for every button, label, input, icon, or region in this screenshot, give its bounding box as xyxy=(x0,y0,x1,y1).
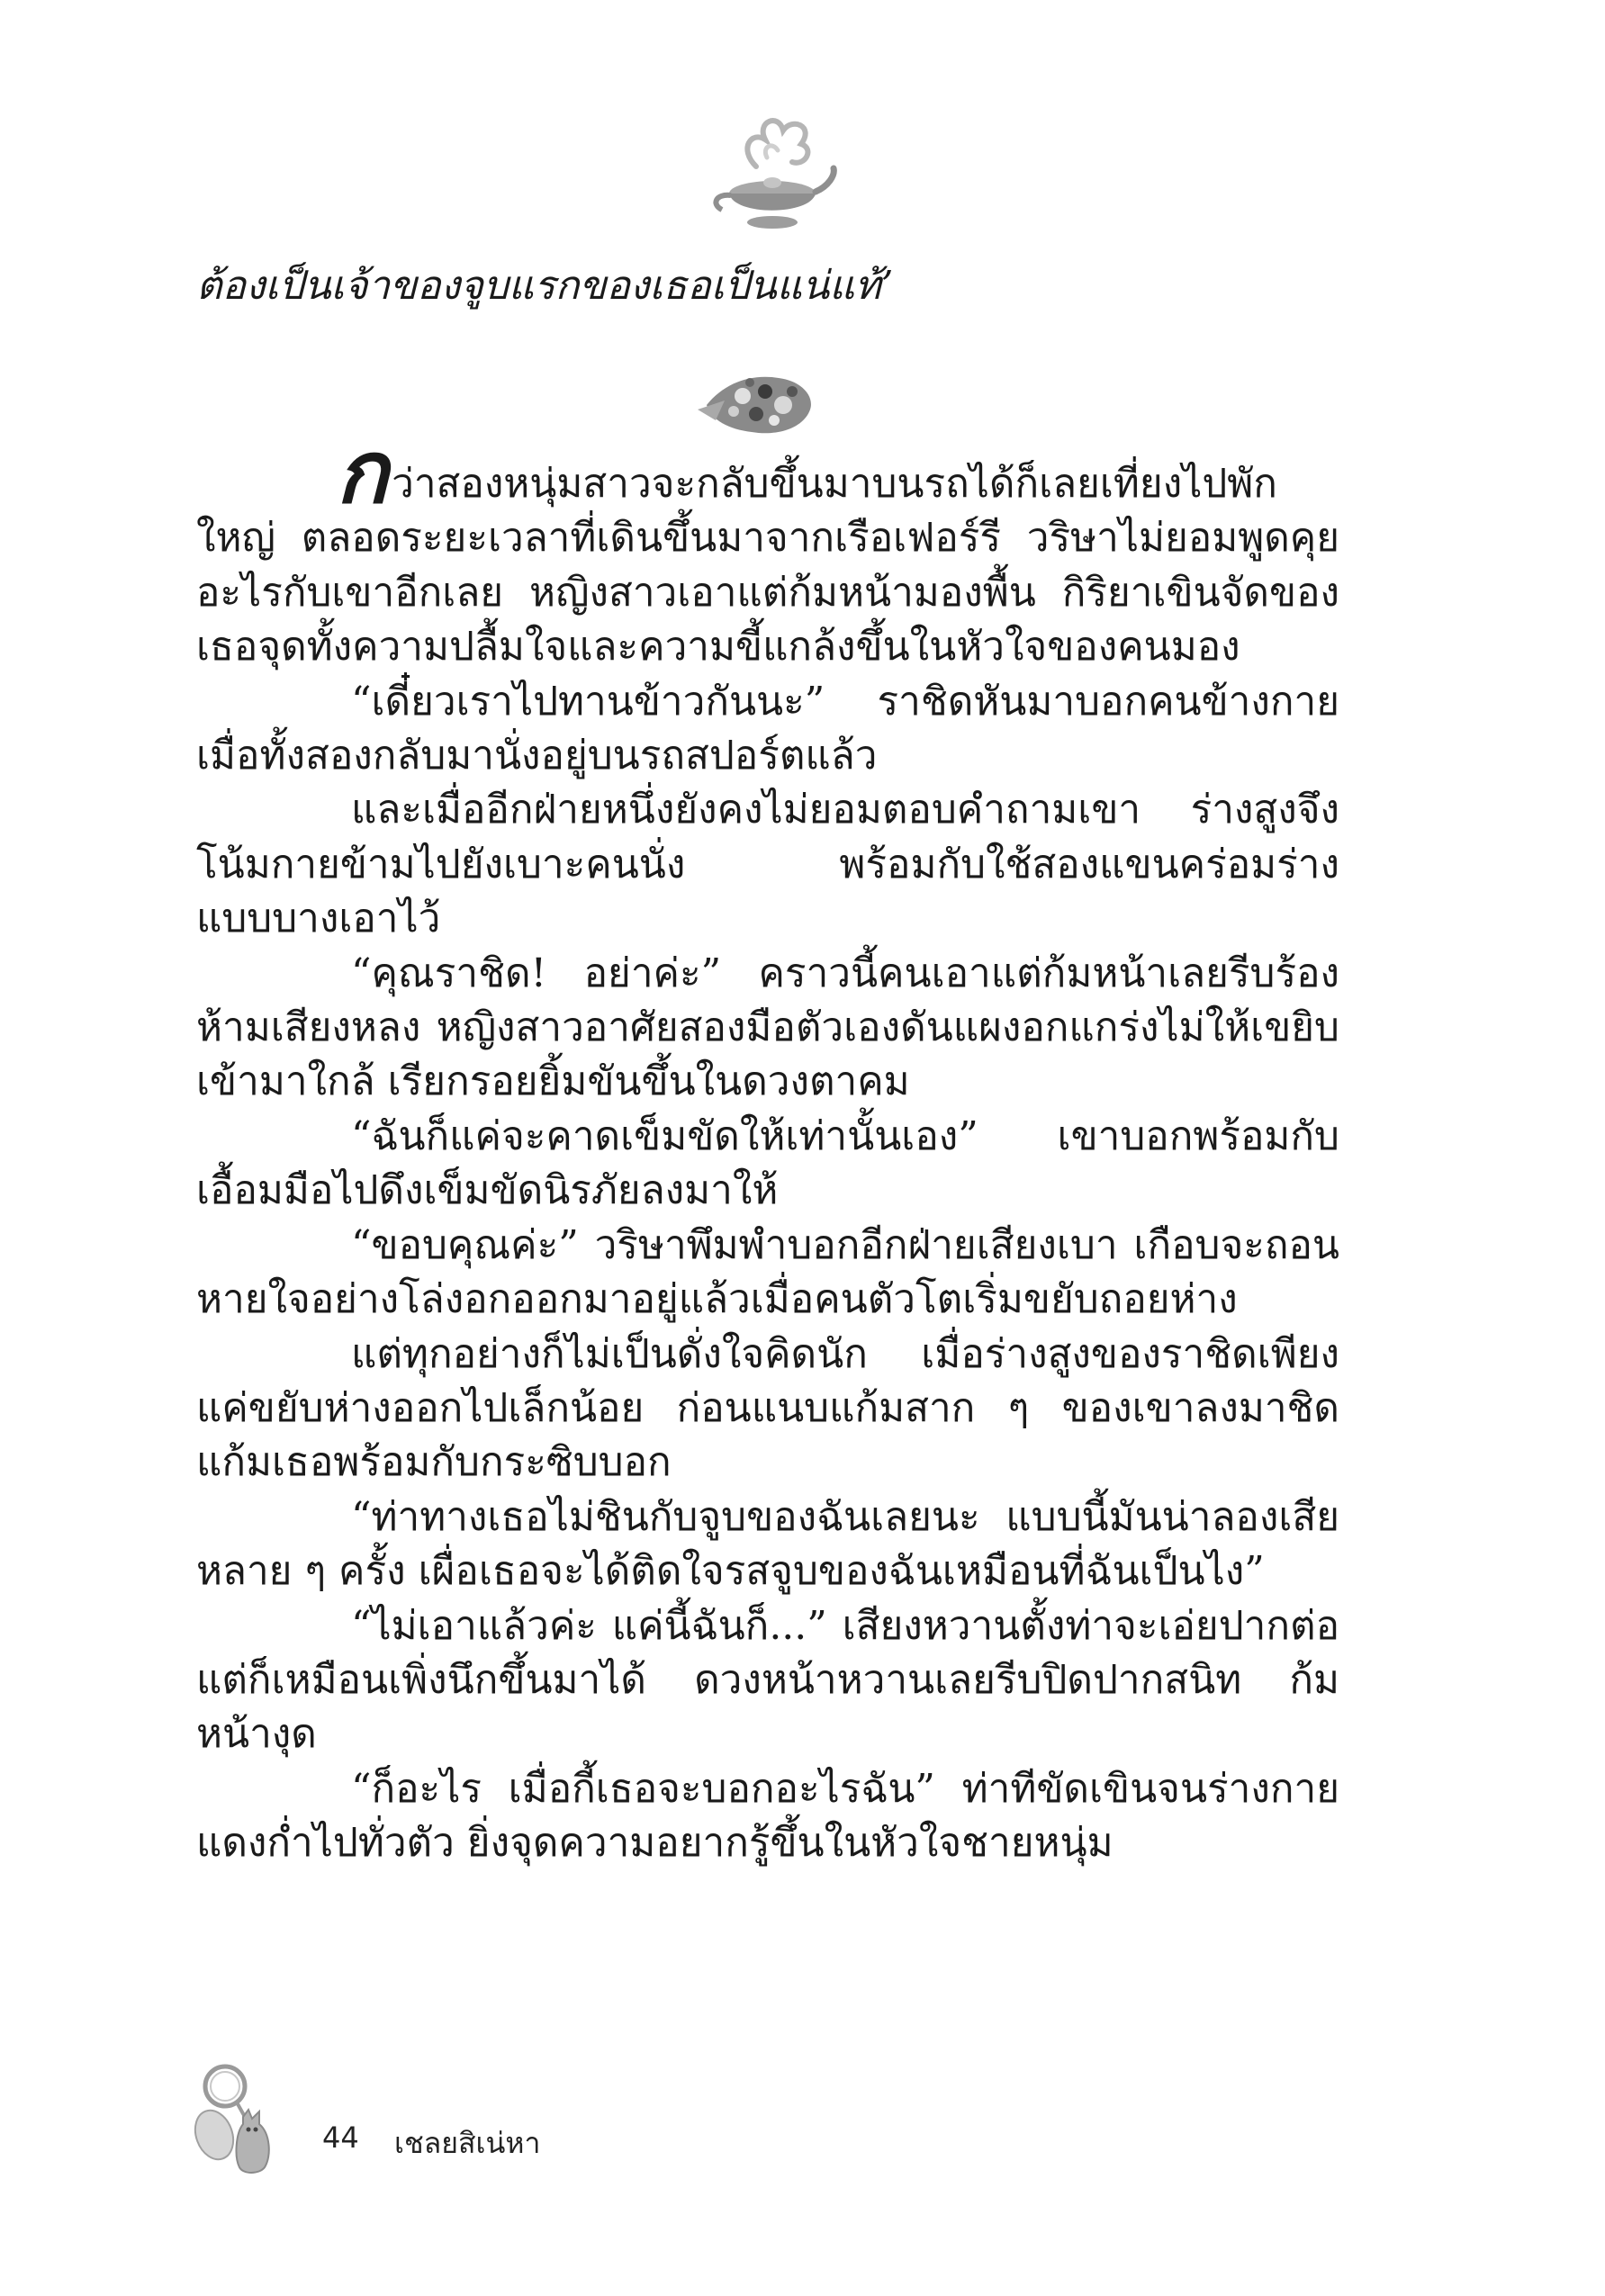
flower-bouquet-icon xyxy=(698,356,824,446)
paragraph: แต่ทุกอย่างก็ไม่เป็นดั่งใจคิดนัก เมื่อร่างสูงของราชิดเพียงแค่ขยับห่างออกไปเล็กน้อย ก่อนแนบแก้มสาก ๆ ของเขาลงมาชิดแก้มเธอพร้อมกับกระซิบบอก xyxy=(196,1330,1339,1486)
paragraph-text: ว่าสองหนุ่มสาวจะกลับขึ้นมาบนรถได้ก็เลยเที่ยงไปพักใหญ่ ตลอดระยะเวลาที่เดินขึ้นมาจากเรือเฟอร์รี วริษาไม่ยอมพูดคุยอะไรกับเขาอีกเลย หญิงสาวเอาแต่ก้มหน้ามองพื้น กิริยาเขินจัดของเธอจุดทั้งความปลื้มใจและความขี้แกล้งขึ้นในหัวใจของคนมอง xyxy=(196,461,1339,671)
paragraph: “ฉันก็แค่จะคาดเข็มขัดให้เท่านั้นเอง” เขาบอกพร้อมกับเอื้อมมือไปดึงเข็มขัดนิรภัยลงมาให้ xyxy=(196,1112,1339,1214)
book-title: เชลยสิเน่หา xyxy=(394,2126,541,2160)
magic-lamp-icon xyxy=(702,104,837,239)
paragraph: “คุณราชิด! อย่าค่ะ” คราวนี้คนเอาแต่ก้มหน้าเลยรีบร้องห้ามเสียงหลง หญิงสาวอาศัยสองมือตัวเองดันแผงอกแกร่งไม่ให้เขยิบเข้ามาใกล้ เรียกรอยยิ้มขันขึ้นในดวงตาคม xyxy=(196,950,1339,1105)
cat-keychain-icon xyxy=(189,2061,297,2178)
paragraph: “เดี๋ยวเราไปทานข้าวกันนะ” ราชิดหันมาบอกคนข้างกาย เมื่อทั้งสองกลับมานั่งอยู่บนรถสปอร์ตแล้ว xyxy=(196,678,1339,779)
page-number: 44 xyxy=(322,2120,359,2155)
paragraph: “ท่าทางเธอไม่ชินกับจูบของฉันเลยนะ แบบนี้มันน่าลองเสียหลาย ๆ ครั้ง เผื่อเธอจะได้ติดใจรสจูบของฉันเหมือนที่ฉันเป็นไง” xyxy=(196,1493,1339,1595)
paragraph: “ไม่เอาแล้วค่ะ แค่นี้ฉันก็...” เสียงหวานตั้งท่าจะเอ่ยปากต่อแต่ก็เหมือนเพิ่งนึกขึ้นมาได้ ดวงหน้าหวานเลยรีบปิดปากสนิท ก้มหน้างุด xyxy=(196,1602,1339,1758)
paragraph xyxy=(196,422,1339,675)
paragraph: “ก็อะไร เมื่อกี้เธอจะบอกอะไรฉัน” ท่าทีขัดเขินจนร่างกายแดงก่ำไปทั่วตัว ยิ่งจุดความอยากรู้ขึ้นในหัวใจชายหนุ่ม xyxy=(196,1765,1339,1867)
intro-line: ต้องเป็นเจ้าของจูบแรกของเธอเป็นแน่แท้’ xyxy=(196,263,894,309)
paragraph: “ขอบคุณค่ะ” วริษาพึมพำบอกอีกฝ่ายเสียงเบา เกือบจะถอนหายใจอย่างโล่งอกออกมาอยู่แล้วเมื่อคนตัวโตเริ่มขยับถอยห่าง xyxy=(196,1221,1339,1323)
body-text xyxy=(196,422,1339,1871)
drop-cap: ก xyxy=(336,422,389,523)
page-footer xyxy=(189,2061,819,2178)
paragraph: และเมื่ออีกฝ่ายหนึ่งยังคงไม่ยอมตอบคำถามเขา ร่างสูงจึงโน้มกายข้ามไปยังเบาะคนนั่ง พร้อมกับใช้สองแขนคร่อมร่างแบบบางเอาไว้ xyxy=(196,787,1339,942)
